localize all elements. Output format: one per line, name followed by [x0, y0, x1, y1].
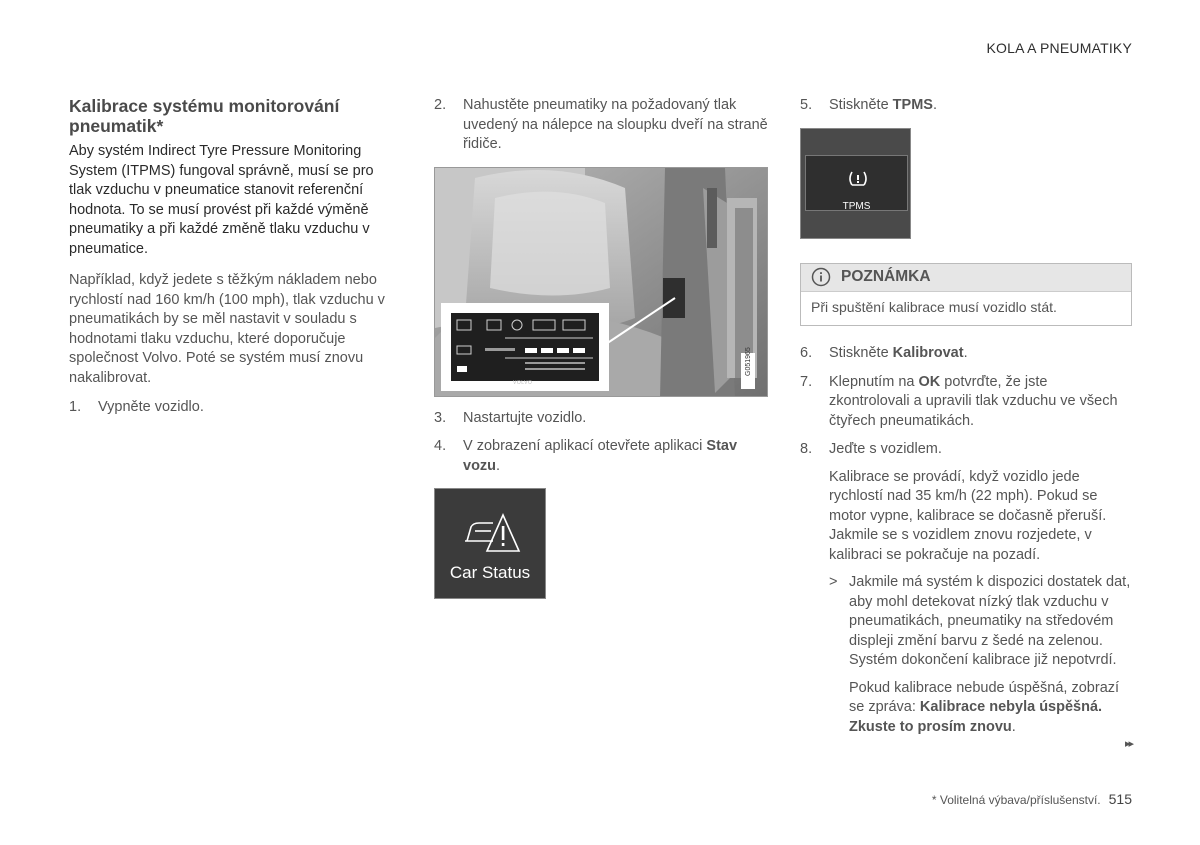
note-header: [801, 264, 1131, 292]
step-number: 6.: [800, 345, 813, 361]
example-paragraph: Například, když jedete s těžkým nákladem nebo rychlostí nad 160 km/h (100 mph), tlak vzduchu v pneumatikách by se měl nastavit v souladu s hodnotami tlaku vzduchu, které doporučuje společnost Volvo. Poté se systém musí znovu nakalibrovat.: [69, 272, 385, 386]
page-footer: [932, 791, 1132, 807]
step-text: [829, 344, 1132, 364]
car-status-label: Car Status: [449, 563, 531, 582]
step-8: [800, 440, 1132, 460]
ok-button-ref: OK: [918, 373, 941, 390]
step-number: 5.: [800, 97, 813, 113]
step-text: Jeďte s vozidlem.: [829, 441, 942, 457]
door-pillar-photo: [434, 167, 768, 397]
column-right: [800, 96, 1132, 737]
step-number: 2.: [434, 97, 447, 113]
step-text-pre: V zobrazení aplikací otevřete aplikaci: [463, 438, 707, 454]
tpms-button-ref: TPMS: [892, 97, 933, 113]
footnote: * Volitelná výbava/příslušenství.: [931, 793, 1101, 807]
step-number: 4.: [434, 438, 447, 454]
section-header: KOLA A PNEUMATIKY: [986, 40, 1132, 56]
note-title: POZNÁMKA: [841, 268, 931, 286]
continue-marker: ▸▸: [1124, 738, 1132, 750]
result-text: Jakmile má systém k dispozici dostatek dat, aby mohl detekovat nízký tlak vzduchu v pneumatikách, pneumatiky na středovém displeji změní barvu z šedé na zelenou. Systém dokončení kalibrace již nepotvrdí.: [849, 574, 1131, 668]
step-text-pre: Stiskněte: [829, 97, 893, 113]
step-text-post: .: [932, 97, 937, 113]
note-text: Při spuštění kalibrace musí vozidlo stát.: [811, 298, 1057, 315]
step-text-post: .: [496, 457, 501, 474]
step-text-pre: Stiskněte: [829, 345, 893, 361]
step-text-post: .: [963, 345, 968, 361]
step-number: 3.: [434, 409, 447, 426]
tyre-pressure-icon: [847, 170, 869, 188]
calibrate-button-ref: Kalibrovat: [892, 345, 964, 361]
step-text-post: potvrďte, že jste zkontrolovali a upravili tlak vzduchu ve všech čtyřech pneumatikách.: [829, 373, 1118, 429]
note-box: [800, 263, 1132, 327]
failure-text-post: .: [1011, 718, 1016, 735]
info-icon: [811, 267, 831, 287]
failure-message-ref: Kalibrace nebyla úspěšná. Zkuste to prosím znovu: [849, 699, 1103, 735]
step-8-detail: Kalibrace se provádí, když vozidlo jede rychlostí nad 35 km/h (22 mph). Pokud se motor vypne, kalibrace se dočasně přeruší. Jakmile se s vozidlem znovu rozjedete, v kalibraci se pokračuje na pozadí.: [829, 468, 1107, 563]
step-text: Nastartujte vozidlo.: [463, 409, 587, 426]
step-text: [829, 373, 1132, 432]
step-text: Nahustěte pneumatiky na požadovaný tlak uvedený na nálepce na sloupku dveří na straně řidiče.: [463, 97, 768, 152]
car-status-app-tile[interactable]: [434, 488, 546, 599]
tpms-button-tile[interactable]: [800, 128, 911, 239]
column-left: [69, 96, 399, 427]
image-code: G051965: [745, 346, 752, 376]
step-number: 7.: [800, 373, 813, 390]
column-middle: [434, 96, 769, 599]
step-text: [829, 96, 1132, 116]
section-title: Kalibrace systému monitorování pneumatik*: [69, 96, 340, 136]
step-4: [434, 437, 769, 476]
tpms-button-face[interactable]: [805, 155, 908, 211]
step-2: [434, 96, 769, 155]
step-text: Vypněte vozidlo.: [98, 399, 204, 415]
result-item: [800, 573, 1132, 671]
step-text: [463, 437, 769, 476]
failure-text-pre: Pokud kalibrace nebude úspěšná, zobrazí se zpráva:: [849, 679, 1120, 715]
label-brand: VOLVO: [513, 379, 533, 386]
step-number: 1.: [69, 399, 82, 415]
failure-message: [800, 679, 1132, 738]
step-text-pre: Klepnutím na: [829, 373, 919, 390]
result-marker: >: [829, 574, 838, 590]
step-1: [69, 398, 399, 418]
app-name: Stav vozu: [463, 438, 738, 474]
tpms-label: TPMS: [842, 200, 871, 212]
step-3: [434, 409, 769, 429]
step-5: [800, 96, 1132, 116]
step-6: [800, 344, 1132, 364]
intro-paragraph: Aby systém Indirect Tyre Pressure Monitoring System (ITPMS) fungoval správně, musí se pro tlak vzduchu v pneumatice stanovit referenční hodnota. To se musí provést při každé výměně pneumatiky a při každé změně tlaku vzduchu v pneumatice.: [69, 143, 374, 257]
step-number: 8.: [800, 441, 813, 457]
car-seat-illustration: [435, 168, 768, 397]
car-warning-icon: [463, 511, 521, 555]
page-number: 515: [1108, 791, 1132, 807]
step-7: [800, 373, 1132, 432]
